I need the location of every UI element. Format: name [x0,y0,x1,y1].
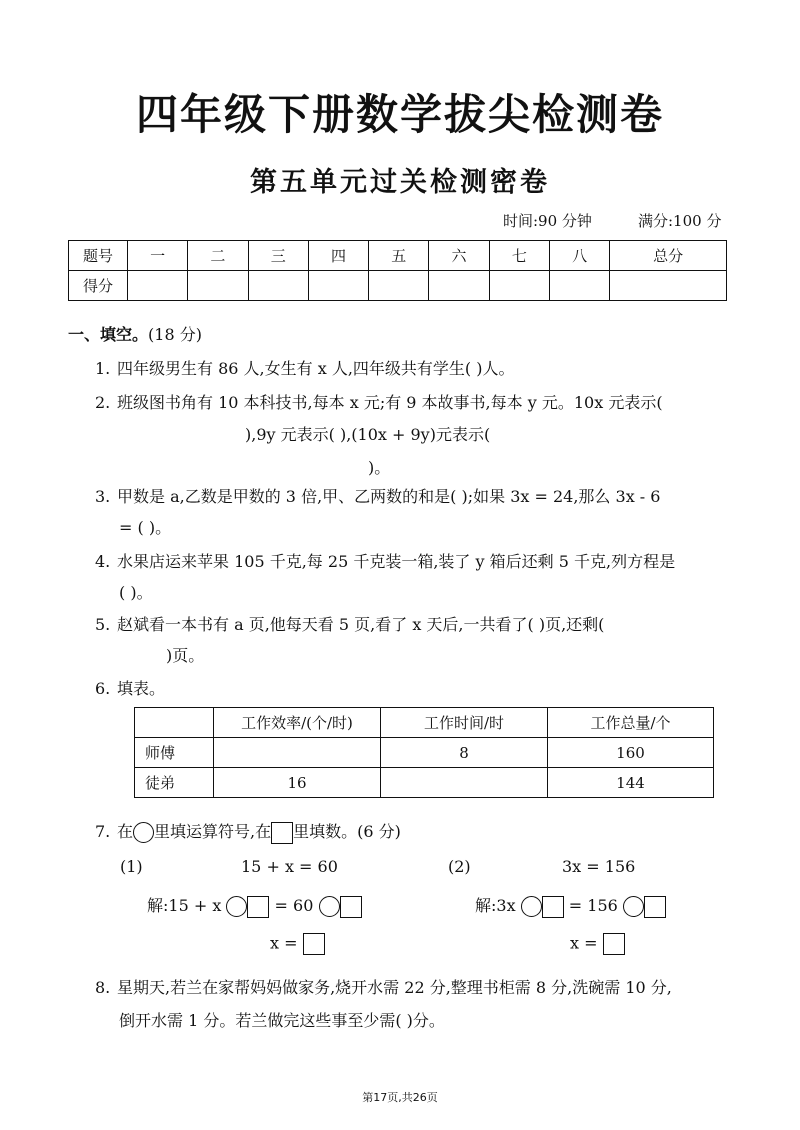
part-1-solution [147,893,362,918]
score-table-cell: 二 [188,241,248,271]
number-box-icon [271,822,293,844]
part-1-equation: 15 + x = 60 [241,857,338,876]
score-table-cell: 六 [429,241,489,271]
part-2-result [570,933,625,955]
question-8-line-2: 倒开水需 1 分。若兰做完这些事至少需( )分。 [119,1011,445,1030]
solution-text: = 156 [568,896,618,915]
question-number: 7. [95,822,111,841]
work-table-row [135,768,714,798]
question-number: 5. [95,615,111,634]
work-table [134,707,714,798]
question-text: 里填运算符号,在 [154,822,272,841]
page-subtitle: 第五单元过关检测密卷 [250,167,550,198]
question-4-line-2: ( )。 [119,583,153,602]
work-table-cell: 16 [214,768,381,798]
work-table-answer-cell[interactable] [214,738,381,768]
question-text: 班级图书角有 10 本科技书,每本 x 元;有 9 本故事书,每本 y 元。10x 元表示( [117,393,663,412]
score-input-cell[interactable] [610,271,727,301]
score-table-cell: 题号 [69,241,128,271]
question-number: 4. [95,552,111,571]
operator-answer-circle[interactable] [319,896,340,917]
section-1-title [68,322,202,345]
work-table-header [135,708,214,738]
question-2-line-3: )。 [368,458,391,477]
score-input-cell[interactable] [549,271,609,301]
work-table-header: 工作效率/(个/时) [214,708,381,738]
question-2 [95,390,663,413]
page-title: 四年级下册数学拔尖检测卷 [135,90,664,139]
question-4 [95,549,675,572]
question-number: 1. [95,359,111,378]
question-text: 在 [117,822,134,841]
score-table-header-row [69,241,727,271]
question-3-line-2: = ( )。 [119,518,172,537]
result-answer-box[interactable] [303,933,325,955]
question-8 [95,975,672,998]
score-table-cell: 四 [308,241,368,271]
part-1-label: (1) [120,857,143,876]
question-text: 赵斌看一本书有 a 页,他每天看 5 页,看了 x 天后,一共看了( )页,还剩( [117,615,605,634]
work-table-row [135,738,714,768]
work-table-cell: 徒弟 [135,768,214,798]
result-answer-box[interactable] [603,933,625,955]
work-table-cell: 师傅 [135,738,214,768]
question-5-line-2: )页。 [166,646,205,665]
question-text: 四年级男生有 86 人,女生有 x 人,四年级共有学生( )人。 [117,359,515,378]
score-table-cell: 八 [549,241,609,271]
question-number: 8. [95,978,111,997]
number-answer-box[interactable] [340,896,362,918]
score-table-cell: 一 [128,241,188,271]
part-2-label: (2) [448,857,471,876]
score-input-cell[interactable] [308,271,368,301]
part-2-solution [475,893,666,918]
number-answer-box[interactable] [247,896,269,918]
question-text: 里填数。(6 分) [293,822,401,841]
section-1-points: (18 分) [148,325,202,344]
question-2-line-2: ),9y 元表示( ),(10x + 9y)元表示( [245,425,491,444]
score-input-cell[interactable] [248,271,308,301]
score-table-cell: 总分 [610,241,727,271]
score-table-cell: 三 [248,241,308,271]
question-text: 填表。 [117,679,166,698]
score-input-cell[interactable] [489,271,549,301]
score-table-cell: 得分 [69,271,128,301]
page-footer: 第17页,共26页 [362,1091,438,1104]
question-number: 3. [95,487,111,506]
work-table-answer-cell[interactable] [381,768,548,798]
solution-text: 解:15 + x [147,896,222,915]
score-input-cell[interactable] [128,271,188,301]
score-input-cell[interactable] [188,271,248,301]
number-answer-box[interactable] [644,896,666,918]
work-table-header-row [135,708,714,738]
operator-answer-circle[interactable] [521,896,542,917]
work-table-header: 工作总量/个 [548,708,714,738]
score-input-cell[interactable] [369,271,429,301]
question-6 [95,676,165,699]
part-2-equation: 3x = 156 [562,857,636,876]
part-1-result [270,933,325,955]
result-text: x = [270,933,298,953]
work-table-header: 工作时间/时 [381,708,548,738]
question-5 [95,612,604,635]
section-1-heading: 一、填空。 [68,325,149,344]
work-table-cell: 160 [548,738,714,768]
exam-time: 时间:90 分钟 [503,212,592,230]
solution-text: 解:3x [475,896,516,915]
question-text: 水果店运来苹果 105 千克,每 25 千克装一箱,装了 y 箱后还剩 5 千克,列方程是 [117,552,676,571]
question-number: 2. [95,393,111,412]
score-table [68,240,727,301]
score-table-cell: 五 [369,241,429,271]
solution-text: = 60 [274,896,314,915]
question-text: 星期天,若兰在家帮妈妈做家务,烧开水需 22 分,整理书柜需 8 分,洗碗需 10 分, [117,978,672,997]
question-1 [95,356,514,379]
exam-full-score: 满分:100 分 [638,212,722,230]
question-number: 6. [95,679,111,698]
operator-answer-circle[interactable] [226,896,247,917]
result-text: x = [570,933,598,953]
operator-answer-circle[interactable] [623,896,644,917]
work-table-cell: 144 [548,768,714,798]
question-3 [95,484,660,507]
score-input-cell[interactable] [429,271,489,301]
question-7 [95,819,401,844]
question-text: 甲数是 a,乙数是甲数的 3 倍,甲、乙两数的和是( );如果 3x = 24,那么 3x - 6 [117,487,661,506]
operator-circle-icon [133,822,154,843]
score-table-cell: 七 [489,241,549,271]
number-answer-box[interactable] [542,896,564,918]
score-table-score-row [69,271,727,301]
work-table-cell: 8 [381,738,548,768]
